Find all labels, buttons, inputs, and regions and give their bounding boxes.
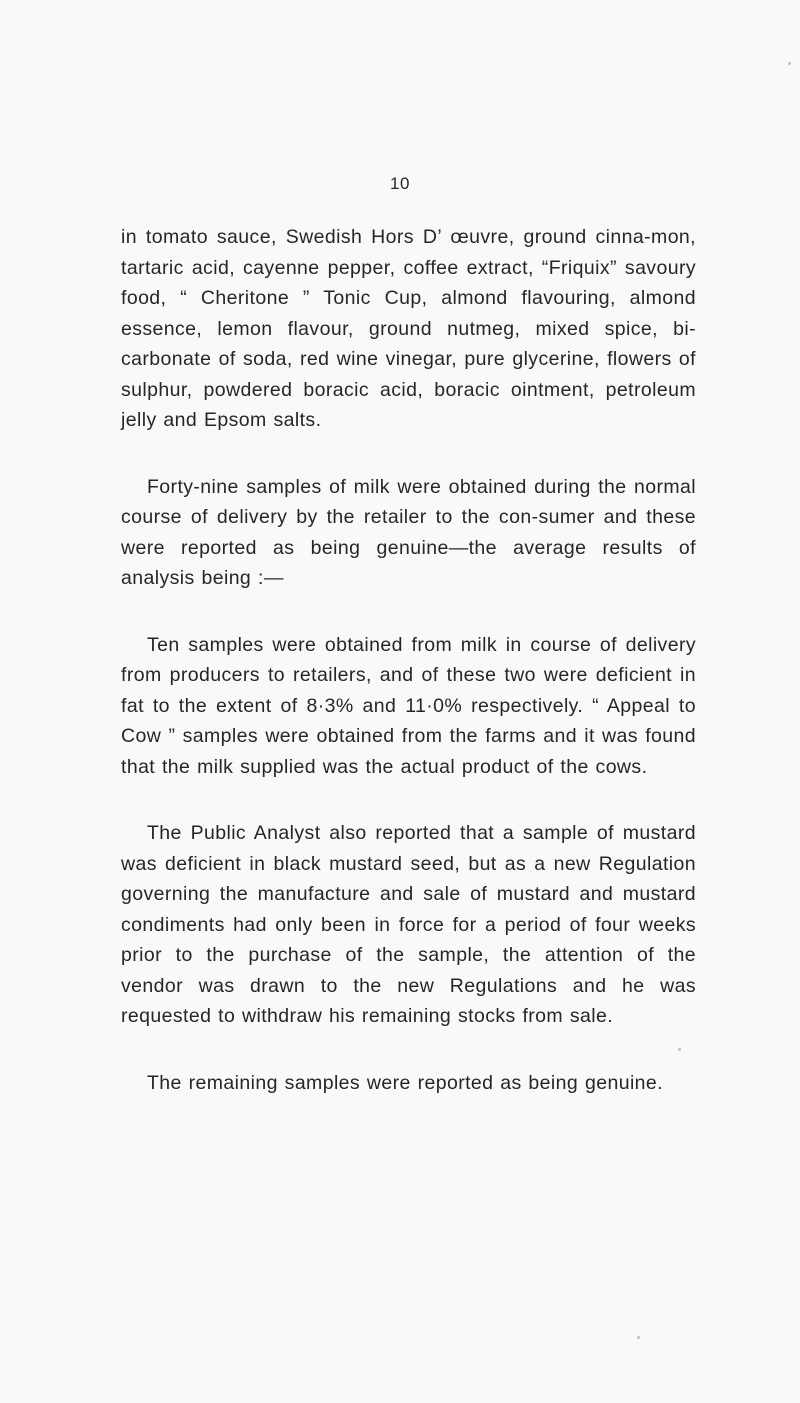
page-number: 10 bbox=[390, 174, 410, 193]
paragraph-milk-producer-samples: Ten samples were obtained from milk in course of delivery from producers to retailers, and of these two were deficient in fat to the extent of 8·3% and 11·0% respectively. “ Appeal to Cow ” samples were obtained from the farms and it was found that the milk supplied was the actual product of the cows. bbox=[121, 633, 696, 778]
paragraph-mustard-sample: The Public Analyst also reported that a sample of mustard was deficient in black mustard seed, but as a new Regulation governing the manufacture and sale of mustard and mustard condiments had only been in force for a period of four weeks prior to the purchase of the sample, the attention of the vendor was drawn to the new Regulations and he was requested to withdraw his remaining stocks from sale. bbox=[121, 822, 696, 1027]
body-text bbox=[121, 222, 696, 1098]
paper-speck bbox=[788, 62, 791, 65]
paragraph-milk-retail-samples: Forty-nine samples of milk were obtained during the normal course of delivery by the retailer to the con-sumer and these were reported as being genuine—the average results of analysis being :— bbox=[121, 475, 696, 589]
paper-speck bbox=[678, 1048, 681, 1051]
paper-speck bbox=[637, 1336, 640, 1339]
paragraph-food-list: in tomato sauce, Swedish Hors D’ œuvre, ground cinna-mon, tartaric acid, cayenne pepper, coffee extract, “Friquix” savoury food, “ Cheritone ” Tonic Cup, almond flavouring, almond essence, lemon flavour, ground nutmeg, mixed spice, bi-carbonate of soda, red wine vinegar, pure glycerine, flowers of sulphur, powdered boracic acid, boracic ointment, petroleum jelly and Epsom salts. bbox=[121, 226, 696, 431]
paragraph-remaining-samples: The remaining samples were reported as being genuine. bbox=[147, 1071, 663, 1094]
